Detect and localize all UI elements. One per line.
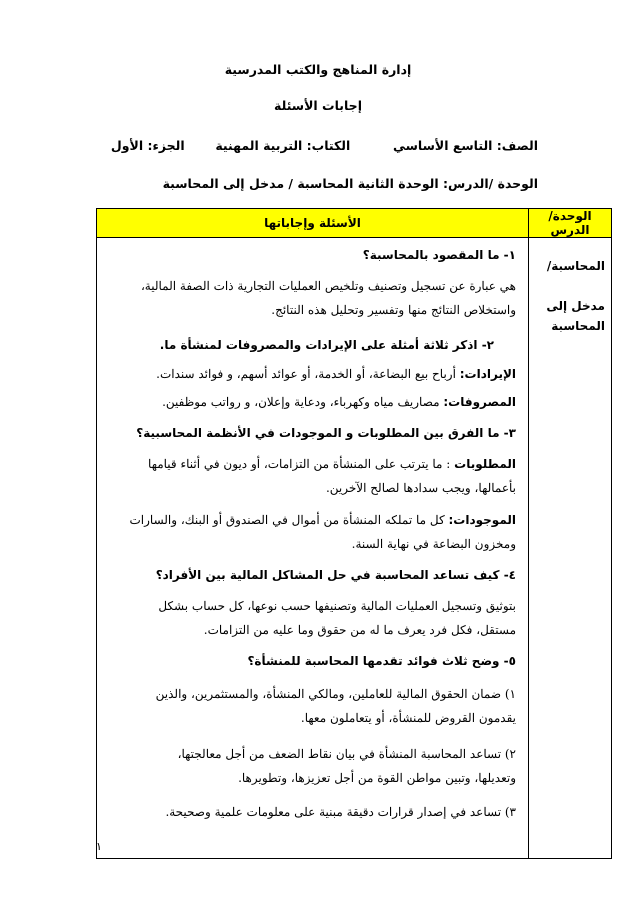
answer-5-item-1-line-2: يقدمون القروض للمنشأة، أو يتعاملون معها. [300,711,516,725]
answer-3-assets-line-1 [107,508,516,532]
qa-table [96,208,612,859]
unit-line-1: المحاسبة/ [546,259,605,273]
unit-lesson-field: الوحدة /الدرس: الوحدة الثانية المحاسبة / مدخل إلى المحاسبة [162,176,538,191]
assets-text: كل ما تملكه المنشأة من أموال في الصندوق أو البنك، والسارات [129,513,449,527]
qa-column-header: الأسئلة وإجاباتها [97,209,529,238]
answer-5-item-1-line-1: ١) ضمان الحقوق المالية للعاملين، ومالكي المنشأة، والمستثمرين، والذين [155,687,516,701]
book-field: الكتاب: التربية المهنية [215,138,351,153]
answer-5-item-2-line-1: ٢) تساعد المحاسبة المنشأة في بيان نقاط الضعف من أجل معالجتها، [177,747,516,761]
answer-3-liabilities-line-2: بأعمالها، ويجب سدادها لصالح الآخرين. [325,481,516,495]
qa-cell [97,238,529,859]
answer-1-line-1: هي عبارة عن تسجيل وتصنيف وتلخيص العمليات التجارية ذات الصفة المالية، [140,279,516,293]
unit-cell [529,238,612,859]
answer-3-liabilities-line-1 [107,452,516,476]
meta-row [111,138,538,153]
liabilities-label: المطلوبات [454,457,516,471]
part-field: الجزء: الأول [110,138,185,153]
answer-4-line-1: بتوثيق وتسجيل العمليات المالية وتصنيفها حسب نوعها، كل حساب بشكل [158,599,516,613]
question-1: ١- ما المقصود بالمحاسبة؟ [362,248,516,262]
document-subtitle: إجابات الأسئلة [274,98,362,113]
answer-2-expenses [107,390,516,414]
expenses-text: مصاريف مياه وكهرباء، ودعاية وإعلان، و رواتب موظفين. [162,395,444,409]
page-number: ١ [96,840,102,853]
answer-3-assets-line-2: ومخزون البضاعة في نهاية السنة. [351,537,516,551]
unit-line-2: مدخل إلى [546,299,605,313]
liabilities-text: : ما يترتب على المنشأة من التزامات، أو ديون في أثناء قيامها [148,457,455,471]
answer-4-line-2: مستقل، فكل فرد يعرف ما له من حقوق وما عليه من التزامات. [203,623,516,637]
assets-label: الموجودات: [448,513,516,527]
unit-label [529,238,611,336]
answer-5-item-2-line-2: وتعديلها، وتبين مواطن القوة من أجل تعزيزها، وتطويرها. [238,771,516,785]
unit-column-header: الوحدة/الدرس [529,209,612,238]
question-3: ٣- ما الفرق بين المطلوبات و الموجودات في الأنظمة المحاسبية؟ [136,426,516,440]
question-5: ٥- وضح ثلاث فوائد تقدمها المحاسبة للمنشأة؟ [247,654,516,668]
grade-field: الصف: التاسع الأساسي [392,138,538,153]
table-body-row [97,238,612,859]
org-title: إدارة المناهج والكتب المدرسية [224,62,412,77]
unit-line-3: المحاسبة [551,319,605,333]
answer-5-item-3-line-1: ٣) تساعد في إصدار قرارات دقيقة مبنية على معلومات علمية وصحيحة. [165,805,516,819]
table-header-row [97,209,612,238]
expenses-label: المصروفات: [443,395,516,409]
question-4: ٤- كيف تساعد المحاسبة في حل المشاكل المالية بين الأفراد؟ [155,568,516,582]
question-2: ٢- اذكر ثلاثة أمثلة على الإيرادات والمصروفات لمنشأة ما. [159,338,494,352]
revenues-label: الإيرادات: [459,367,516,381]
revenues-text: أرباح بيع البضاعة، أو الخدمة، أو عوائد أسهم، و فوائد سندات. [156,367,460,381]
answer-2-revenues [107,362,516,386]
answer-1-line-2: واستخلاص النتائج منها وتفسير وتحليل هذه النتائج. [271,303,516,317]
